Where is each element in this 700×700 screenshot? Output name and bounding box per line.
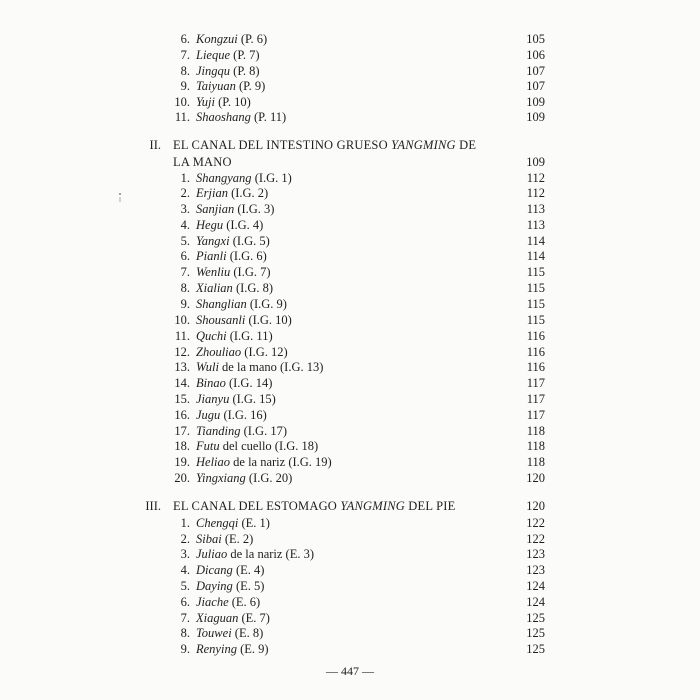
- entry-title: [196, 217, 263, 233]
- entry-number: 3.: [180, 202, 190, 216]
- point-code: (I.G. 6): [226, 249, 267, 263]
- entry-page: 109: [526, 110, 545, 124]
- section-numeral: III.: [145, 499, 161, 513]
- entry-title: [196, 344, 288, 360]
- point-code: (P. 8): [230, 64, 260, 78]
- point-code: (P. 6): [237, 32, 268, 46]
- entry-number: 7.: [180, 611, 190, 625]
- point-code: (I.G. 10): [245, 313, 292, 327]
- point-name: Xiaguan: [196, 611, 239, 625]
- point-name: Jianyu: [196, 392, 230, 406]
- point-name: Tianding: [196, 424, 241, 438]
- entry-page: 120: [526, 471, 545, 485]
- point-code: (P. 11): [250, 110, 287, 124]
- entry-title: [196, 328, 273, 344]
- section-numeral: II.: [149, 138, 161, 152]
- entry-title: [196, 31, 267, 47]
- entry-title: [196, 94, 251, 110]
- toc-entry: [0, 344, 700, 360]
- toc-entry: [0, 641, 700, 657]
- point-code: (E. 7): [238, 611, 270, 625]
- point-name: Xialian: [196, 281, 233, 295]
- entry-page: 106: [526, 48, 545, 62]
- entry-page: 122: [526, 516, 545, 530]
- entry-title: [196, 594, 260, 610]
- entry-page: 107: [526, 79, 545, 93]
- point-code: (P. 7): [230, 48, 260, 62]
- toc-entry: [0, 248, 700, 264]
- entry-number: 8.: [180, 64, 190, 78]
- entry-page: 123: [526, 547, 545, 561]
- point-code: (I.G. 2): [227, 186, 269, 200]
- entry-title: [196, 562, 264, 578]
- entry-number: 20.: [174, 471, 190, 485]
- entry-page: 112: [526, 186, 545, 200]
- point-name: Renying: [196, 642, 237, 656]
- point-name: Touwei: [196, 626, 232, 640]
- entry-page: 116: [526, 329, 545, 343]
- toc-entry: [0, 531, 700, 547]
- entry-page: 117: [526, 408, 545, 422]
- entry-number: 9.: [180, 79, 190, 93]
- toc-entry: [0, 94, 700, 110]
- entry-number: 8.: [180, 626, 190, 640]
- entry-number: 2.: [180, 186, 190, 200]
- entry-title: [196, 109, 286, 125]
- point-name: Sanjian: [196, 202, 235, 216]
- point-name: Yuji: [196, 95, 216, 109]
- point-name: Sibai: [196, 532, 222, 546]
- point-code: (E. 2): [221, 532, 254, 546]
- entry-number: 1.: [180, 516, 190, 530]
- entry-page: 125: [526, 642, 545, 656]
- toc-entry: [0, 625, 700, 641]
- entry-title: [196, 375, 272, 391]
- entry-title: [196, 641, 269, 657]
- toc-entry: [0, 312, 700, 328]
- entry-title: [196, 63, 260, 79]
- toc-entry: [0, 185, 700, 201]
- toc-entry: [0, 470, 700, 486]
- point-code: (I.G. 20): [245, 471, 293, 485]
- toc-entry: [0, 201, 700, 217]
- toc-entry: [0, 515, 700, 531]
- point-code: (I.G. 15): [229, 392, 276, 406]
- entry-number: 17.: [174, 424, 190, 438]
- entry-title: [196, 438, 318, 454]
- point-code: (E. 1): [238, 516, 270, 530]
- entry-title: [196, 185, 268, 201]
- entry-title: [196, 610, 270, 626]
- entry-page: 122: [526, 532, 545, 546]
- toc-entry: [0, 610, 700, 626]
- point-code: de la nariz (I.G. 19): [230, 455, 332, 469]
- entry-page: 116: [526, 360, 545, 374]
- section-title-line2: LA MANO: [173, 155, 232, 169]
- entry-number: 15.: [174, 392, 190, 406]
- toc-entry: [0, 296, 700, 312]
- entry-page: 115: [526, 313, 545, 327]
- point-name: Zhouliao: [196, 345, 242, 359]
- entry-title: [196, 248, 267, 264]
- point-code: (I.G. 9): [246, 297, 287, 311]
- entry-number: 6.: [180, 32, 190, 46]
- point-name: Jiache: [196, 595, 229, 609]
- entry-page: 115: [526, 281, 545, 295]
- entry-page: 109: [526, 95, 545, 109]
- entry-page: 114: [526, 249, 545, 263]
- point-code: (E. 6): [228, 595, 261, 609]
- entry-number: 14.: [174, 376, 190, 390]
- point-name: Jugu: [196, 408, 221, 422]
- entry-title: [196, 47, 260, 63]
- toc-entry: [0, 407, 700, 423]
- point-name: Shousanli: [196, 313, 246, 327]
- entry-number: 1.: [180, 171, 190, 185]
- entry-title: [196, 625, 263, 641]
- toc-entry: [0, 375, 700, 391]
- point-code: del cuello (I.G. 18): [219, 439, 319, 453]
- point-name: Taiyuan: [196, 79, 236, 93]
- entry-number: 19.: [174, 455, 190, 469]
- point-name: Chengqi: [196, 516, 239, 530]
- entry-title: [196, 515, 270, 531]
- entry-title: [196, 407, 267, 423]
- entry-number: 9.: [180, 642, 190, 656]
- entry-title: [196, 470, 292, 486]
- entry-number: 7.: [180, 265, 190, 279]
- entry-title: [196, 170, 292, 186]
- toc-entry: [0, 280, 700, 296]
- point-code: (I.G. 8): [232, 281, 274, 295]
- entry-number: 3.: [180, 547, 190, 561]
- toc-entry: [0, 594, 700, 610]
- toc-entry: [0, 423, 700, 439]
- entry-page: 118: [526, 424, 545, 438]
- point-code: (I.G. 4): [223, 218, 264, 232]
- entry-title: [196, 454, 332, 470]
- point-name: Juliao: [196, 547, 228, 561]
- point-name: Pianli: [196, 249, 227, 263]
- toc-entry: [0, 578, 700, 594]
- section-page: 109: [526, 155, 545, 169]
- entry-title: [196, 578, 264, 594]
- entry-number: 13.: [174, 360, 190, 374]
- section-heading: [0, 137, 700, 153]
- entry-page: 124: [526, 595, 545, 609]
- entry-number: 6.: [180, 249, 190, 263]
- entry-number: 4.: [180, 218, 190, 232]
- point-code: de la nariz (E. 3): [227, 547, 315, 561]
- toc-entry: [0, 233, 700, 249]
- point-name: Hegu: [196, 218, 224, 232]
- entry-number: 11.: [174, 329, 190, 343]
- point-name: Kongzui: [196, 32, 238, 46]
- toc-entry: [0, 78, 700, 94]
- toc-entry: [0, 546, 700, 562]
- point-name: Shangyang: [196, 171, 252, 185]
- title-emphasis: YANGMING: [391, 138, 456, 152]
- entry-title: [196, 391, 276, 407]
- toc-entry: [0, 454, 700, 470]
- entry-page: 117: [526, 376, 545, 390]
- entry-number: 12.: [174, 345, 190, 359]
- point-name: Daying: [196, 579, 233, 593]
- section-title: EL CANAL DEL INTESTINO GRUESO YANGMING DE: [173, 138, 477, 152]
- entry-title: [196, 296, 287, 312]
- entry-number: 5.: [180, 579, 190, 593]
- entry-page: 123: [526, 563, 545, 577]
- entry-number: 2.: [180, 532, 190, 546]
- point-name: Wuli: [196, 360, 219, 374]
- paper-speck: [118, 192, 122, 204]
- entry-number: 10.: [174, 313, 190, 327]
- entry-number: 5.: [180, 234, 190, 248]
- point-code: (I.G. 12): [241, 345, 288, 359]
- entry-page: 125: [526, 626, 545, 640]
- entry-title: [196, 201, 274, 217]
- point-name: Heliao: [196, 455, 231, 469]
- toc-entry: [0, 47, 700, 63]
- entry-title: [196, 280, 273, 296]
- entry-number: 6.: [180, 595, 190, 609]
- toc-entry: [0, 359, 700, 375]
- entry-page: 113: [526, 218, 545, 232]
- point-code: (I.G. 17): [240, 424, 287, 438]
- entry-page: 105: [526, 32, 545, 46]
- entry-page: 125: [526, 611, 545, 625]
- point-name: Futu: [196, 439, 220, 453]
- entry-page: 112: [526, 171, 545, 185]
- point-code: (E. 5): [232, 579, 265, 593]
- point-code: (P. 9): [235, 79, 266, 93]
- entry-page: 114: [526, 234, 545, 248]
- entry-page: 118: [526, 455, 545, 469]
- point-code: (I.G. 16): [220, 408, 267, 422]
- point-code: (I.G. 5): [229, 234, 270, 248]
- entry-page: 116: [526, 345, 545, 359]
- entry-title: [196, 233, 270, 249]
- point-code: (I.G. 3): [234, 202, 275, 216]
- point-name: Dicang: [196, 563, 233, 577]
- entry-number: 8.: [180, 281, 190, 295]
- entry-number: 9.: [180, 297, 190, 311]
- entry-title: [196, 531, 253, 547]
- point-name: Yangxi: [196, 234, 230, 248]
- point-code: de la mano (I.G. 13): [218, 360, 324, 374]
- entry-page: 115: [526, 265, 545, 279]
- point-code: (E. 8): [231, 626, 264, 640]
- entry-page: 118: [526, 439, 545, 453]
- point-code: (I.G. 1): [251, 171, 292, 185]
- entry-number: 4.: [180, 563, 190, 577]
- entry-number: 7.: [180, 48, 190, 62]
- entry-page: 124: [526, 579, 545, 593]
- section-heading: [0, 498, 700, 514]
- entry-page: 115: [526, 297, 545, 311]
- entry-page: 113: [526, 202, 545, 216]
- point-name: Shanglian: [196, 297, 247, 311]
- point-name: Jingqu: [196, 64, 231, 78]
- entry-page: 117: [526, 392, 545, 406]
- entry-number: 10.: [174, 95, 190, 109]
- point-code: (I.G. 7): [230, 265, 271, 279]
- point-code: (E. 4): [232, 563, 265, 577]
- point-name: Wenliu: [196, 265, 231, 279]
- toc-entry: [0, 328, 700, 344]
- toc-entry: [0, 391, 700, 407]
- point-code: (I.G. 11): [226, 329, 273, 343]
- entry-title: [196, 78, 265, 94]
- entry-title: [196, 264, 271, 280]
- toc-entry: [0, 170, 700, 186]
- toc-entry: [0, 264, 700, 280]
- point-name: Erjian: [196, 186, 228, 200]
- point-name: Lieque: [196, 48, 231, 62]
- toc-entry: [0, 217, 700, 233]
- point-name: Yingxiang: [196, 471, 246, 485]
- page-number: — 447 —: [326, 664, 374, 678]
- point-name: Quchi: [196, 329, 227, 343]
- entry-title: [196, 546, 314, 562]
- point-name: Binao: [196, 376, 226, 390]
- title-emphasis: YANGMING: [340, 499, 405, 513]
- toc-entry: [0, 63, 700, 79]
- point-code: (E. 9): [236, 642, 269, 656]
- entry-number: 11.: [174, 110, 190, 124]
- entry-title: [196, 312, 292, 328]
- toc-entry: [0, 109, 700, 125]
- point-code: (P. 10): [215, 95, 251, 109]
- entry-page: 107: [526, 64, 545, 78]
- section-title: EL CANAL DEL ESTOMAGO YANGMING DEL PIE: [173, 499, 456, 513]
- entry-number: 18.: [174, 439, 190, 453]
- section-page: 120: [526, 499, 545, 513]
- point-code: (I.G. 14): [225, 376, 273, 390]
- toc-entry: [0, 438, 700, 454]
- entry-title: [196, 359, 323, 375]
- section-heading-continued: [0, 154, 700, 170]
- entry-number: 16.: [174, 408, 190, 422]
- point-name: Shaoshang: [196, 110, 251, 124]
- toc-entry: [0, 31, 700, 47]
- toc-entry: [0, 562, 700, 578]
- entry-title: [196, 423, 287, 439]
